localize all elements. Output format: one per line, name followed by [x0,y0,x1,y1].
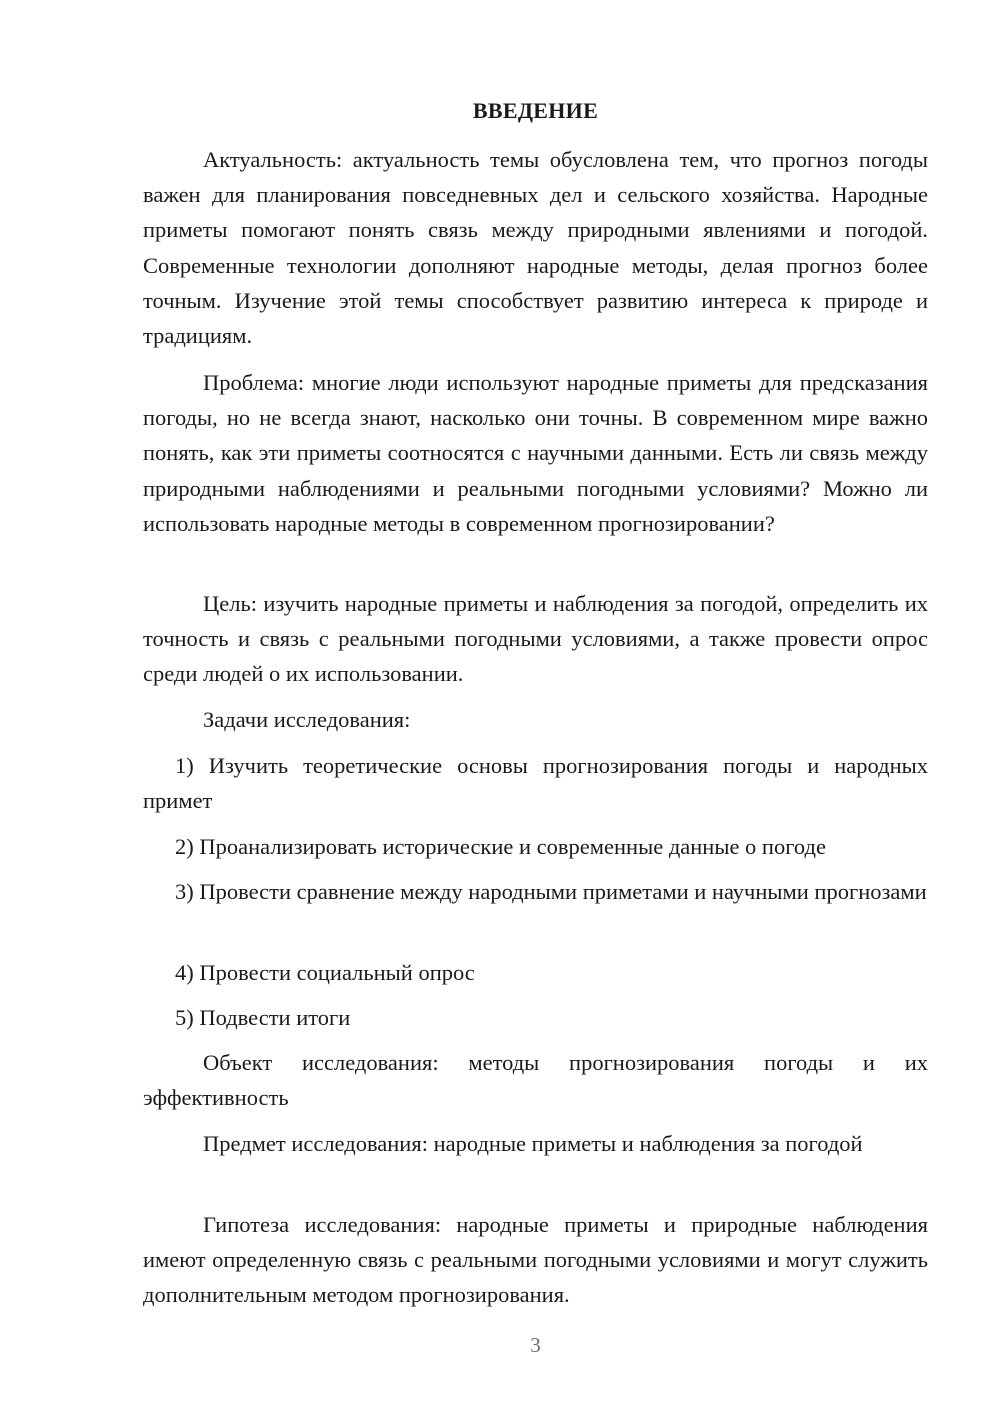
paragraph-object: Объект исследования: методы прогнозирования погоды и их эффективность [143,1050,928,1111]
task-item-3: 3) Провести сравнение между народными приметами и научными прогнозами [175,879,927,904]
document-page [143,0,928,1414]
task-item-5: 5) Подвести итоги [175,1005,351,1030]
task-item-4: 4) Провести социальный опрос [175,960,475,985]
paragraph-subject: Предмет исследования: народные приметы и наблюдения за погодой [203,1131,863,1156]
page-title: ВВЕДЕНИЕ [472,98,599,123]
paragraph-problem: Проблема: многие люди используют народные приметы для предсказания погоды, но не всегда знают, насколько они точны. В современном мире важно понять, как эти приметы соотносятся с научными данными. Есть ли связь между природными наблюдениями и реальными погодными условиями? Можно ли использовать народные методы в современном прогнозировании? [143,370,928,536]
paragraph-hypothesis: Гипотеза исследования: народные приметы и природные наблюдения имеют определенную связь с реальными погодными условиями и могут служить дополнительным методом прогнозирования. [143,1212,928,1308]
page-number: 3 [530,1333,541,1357]
paragraph-goal: Цель: изучить народные приметы и наблюдения за погодой, определить их точность и связь с реальными погодными условиями, а также провести опрос среди людей о их использовании. [143,591,928,687]
task-item-2: 2) Проанализировать исторические и современные данные о погоде [175,834,826,859]
task-item-1: 1) Изучить теоретические основы прогнозирования погоды и народных примет [143,753,928,814]
paragraph-relevance: Актуальность: актуальность темы обусловлена тем, что прогноз погоды важен для планирования повседневных дел и сельского хозяйства. Народные приметы помогают понять связь между природными явлениями и погодой. Современные технологии дополняют народные методы, делая прогноз более точным. Изучение этой темы способствует развитию интереса к природе и традициям. [143,147,928,349]
tasks-title: Задачи исследования: [203,707,411,732]
